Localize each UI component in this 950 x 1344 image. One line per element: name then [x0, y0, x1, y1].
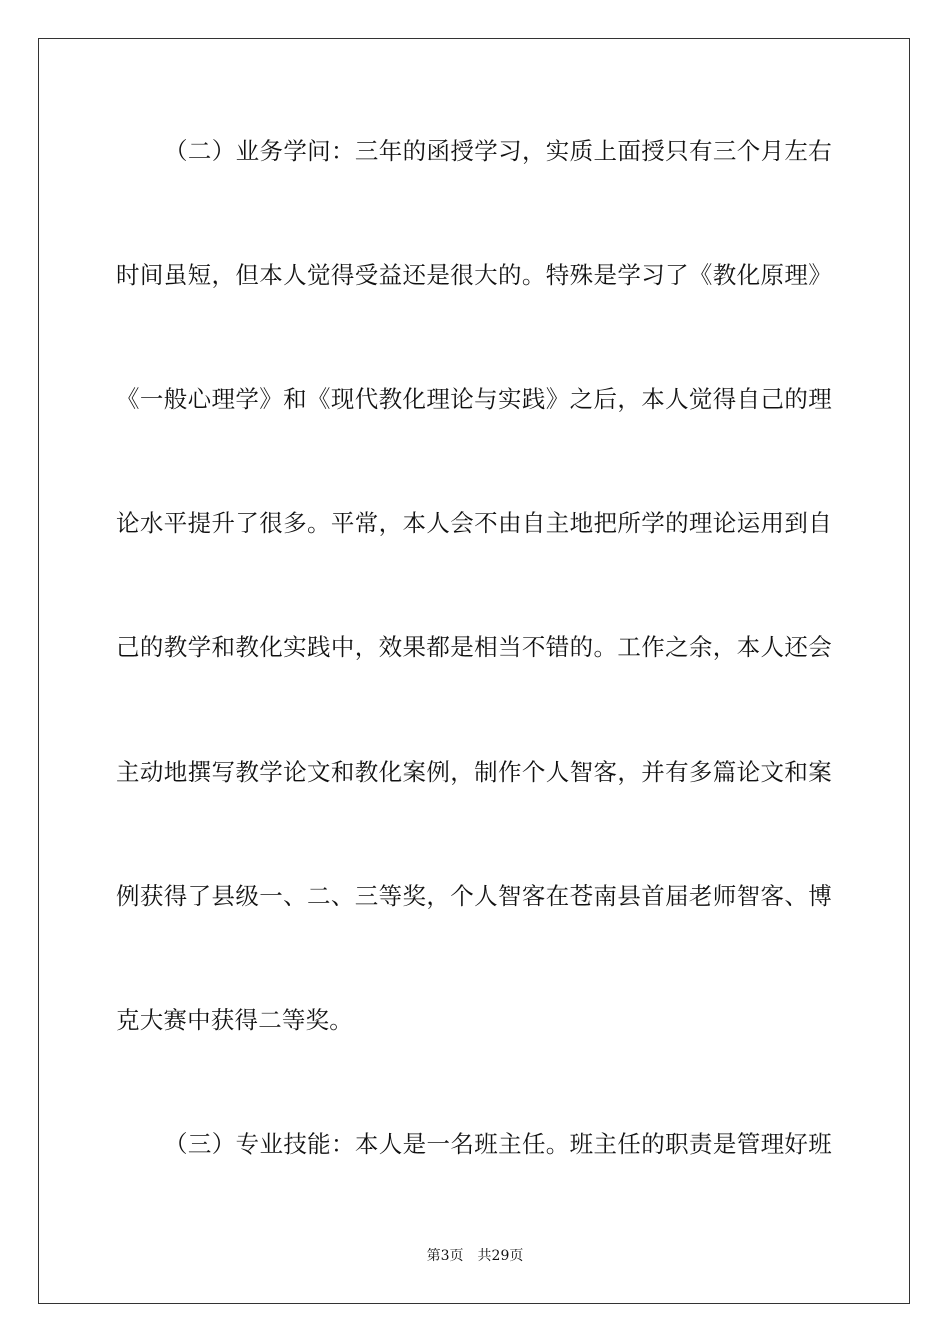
paragraph-2-line-6: 主动地撰写教学论文和教化案例，制作个人智客，并有多篇论文和案	[116, 758, 832, 786]
paragraph-2-line-3: 《一般心理学》和《现代教化理论与实践》之后，本人觉得自己的理	[116, 385, 832, 413]
page-number: 第3页	[426, 1248, 464, 1264]
paragraph-2-line-8: 克大赛中获得二等奖。	[116, 1006, 353, 1034]
paragraph-2-line-5: 己的教学和教化实践中，效果都是相当不错的。工作之余，本人还会	[116, 633, 832, 661]
page-footer	[0, 1247, 950, 1265]
paragraph-2-line-4: 论水平提升了很多。平常，本人会不由自主地把所学的理论运用到自	[116, 509, 832, 537]
paragraph-2-line-1: （二）业务学问：三年的函授学习，实质上面授只有三个月左右	[164, 137, 832, 165]
page-total: 共29页	[477, 1248, 524, 1264]
paragraph-2-line-2: 时间虽短，但本人觉得受益还是很大的。特殊是学习了《教化原理》	[116, 261, 832, 289]
paragraph-2-line-7: 例获得了县级一、二、三等奖，个人智客在苍南县首届老师智客、博	[116, 882, 832, 910]
paragraph-3-line-1: （三）专业技能：本人是一名班主任。班主任的职责是管理好班	[164, 1130, 832, 1158]
page-border	[38, 38, 910, 1304]
